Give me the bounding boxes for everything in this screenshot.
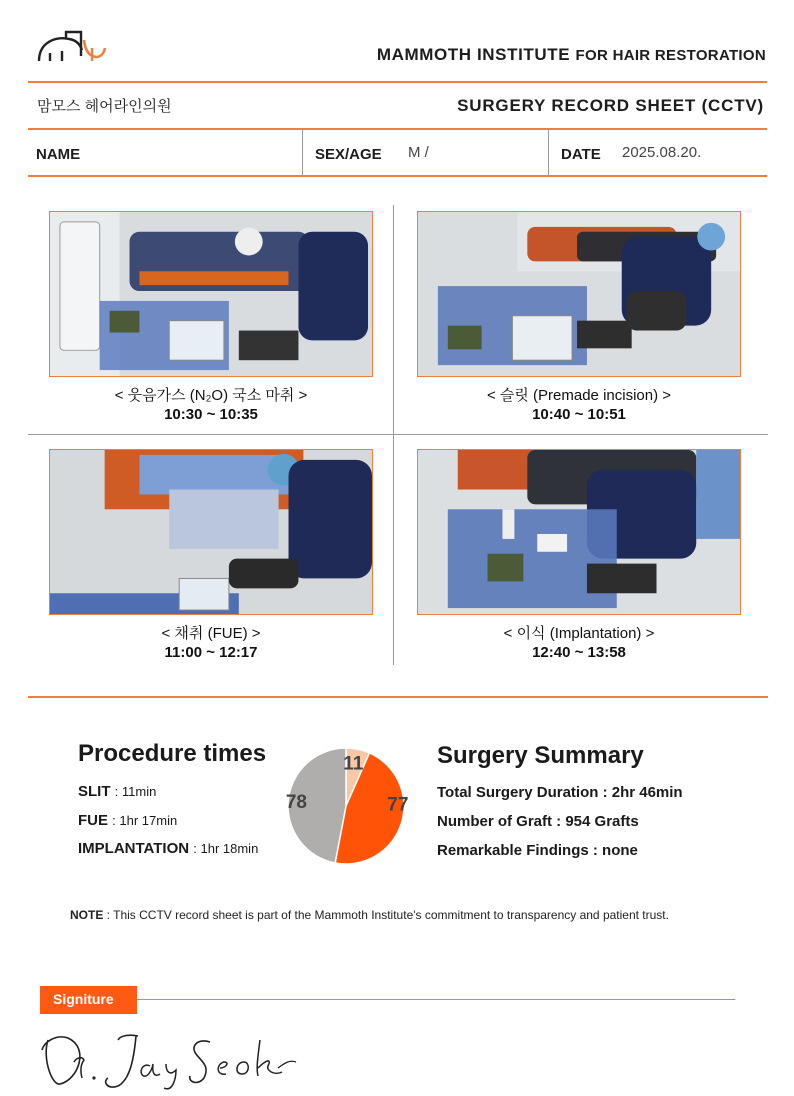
institute-main: MAMMOTH INSTITUTE xyxy=(376,45,571,64)
date-value: 2025.08.20. xyxy=(622,144,702,161)
institute-sub: FOR HAIR RESTORATION xyxy=(575,47,766,64)
header-rule-middle xyxy=(28,128,767,130)
stage-time: 10:40 ~ 10:51 xyxy=(532,406,626,423)
cctv-photo-implantation xyxy=(417,449,741,615)
signature-line xyxy=(137,999,735,1000)
pie-label-fue: 77 xyxy=(387,794,409,816)
summary-findings: Remarkable Findings : none xyxy=(437,842,638,859)
mammoth-logo xyxy=(36,28,108,68)
institute-name xyxy=(377,45,766,65)
procedure-value: : 1hr 17min xyxy=(112,813,178,828)
photo-grid-divider-horizontal xyxy=(28,434,768,435)
sheet-title: SURGERY RECORD SHEET (CCTV) xyxy=(457,96,764,115)
stage-time: 11:00 ~ 12:17 xyxy=(164,644,258,661)
sexage-value: M / xyxy=(408,144,429,161)
procedure-label: IMPLANTATION xyxy=(78,840,190,857)
note-text: : This CCTV record sheet is part of the Mammoth Institute's commitment to transparency and patient trust. xyxy=(103,908,669,922)
stage-time: 10:30 ~ 10:35 xyxy=(164,406,258,423)
procedure-title: Procedure times xyxy=(78,740,267,767)
signature-tag: Signiture xyxy=(40,986,137,1014)
pie-label-slit: 11 xyxy=(343,753,364,775)
pie-label-implantation: 78 xyxy=(286,792,307,814)
name-label: NAME xyxy=(36,146,81,163)
procedure-value: : 11min xyxy=(114,784,157,799)
header-rule-top xyxy=(28,81,767,83)
divider xyxy=(548,130,549,176)
handwritten-signature xyxy=(38,1028,300,1094)
stage-caption xyxy=(49,624,373,662)
cctv-photo-slit xyxy=(417,211,741,377)
stage-caption xyxy=(417,386,741,424)
stage-caption xyxy=(417,624,741,662)
section-rule xyxy=(28,696,768,698)
note-label: NOTE xyxy=(70,908,104,922)
procedure-label: SLIT xyxy=(78,783,111,800)
summary-duration: Total Surgery Duration : 2hr 46min xyxy=(437,784,683,801)
procedure-item-fue xyxy=(78,812,177,829)
stage-title: < 웃음가스 (N₂O) 국소 마취 > xyxy=(114,387,308,404)
stage-title: < 이식 (Implantation) > xyxy=(503,625,655,642)
procedure-item-slit xyxy=(78,783,156,800)
stage-time: 12:40 ~ 13:58 xyxy=(532,644,626,661)
summary-grafts: Number of Graft : 954 Grafts xyxy=(437,813,639,830)
date-label: DATE xyxy=(561,146,601,163)
header-rule-bottom xyxy=(28,175,767,177)
procedure-pie-chart xyxy=(286,746,410,866)
sexage-label: SEX/AGE xyxy=(315,146,382,163)
procedure-item-implantation xyxy=(78,840,258,857)
procedure-value: : 1hr 18min xyxy=(193,841,259,856)
photo-grid-divider-vertical xyxy=(393,205,394,665)
divider xyxy=(302,130,303,176)
stage-caption xyxy=(49,386,373,424)
clinic-korean-name: 맘모스 헤어라인의원 xyxy=(37,98,172,115)
cctv-photo-fue xyxy=(49,449,373,615)
cctv-photo-anesthesia xyxy=(49,211,373,377)
procedure-label: FUE xyxy=(78,812,108,829)
stage-title: < 채취 (FUE) > xyxy=(161,625,261,642)
summary-title: Surgery Summary xyxy=(437,742,644,769)
stage-title: < 슬릿 (Premade incision) > xyxy=(486,387,672,404)
note xyxy=(70,908,669,922)
